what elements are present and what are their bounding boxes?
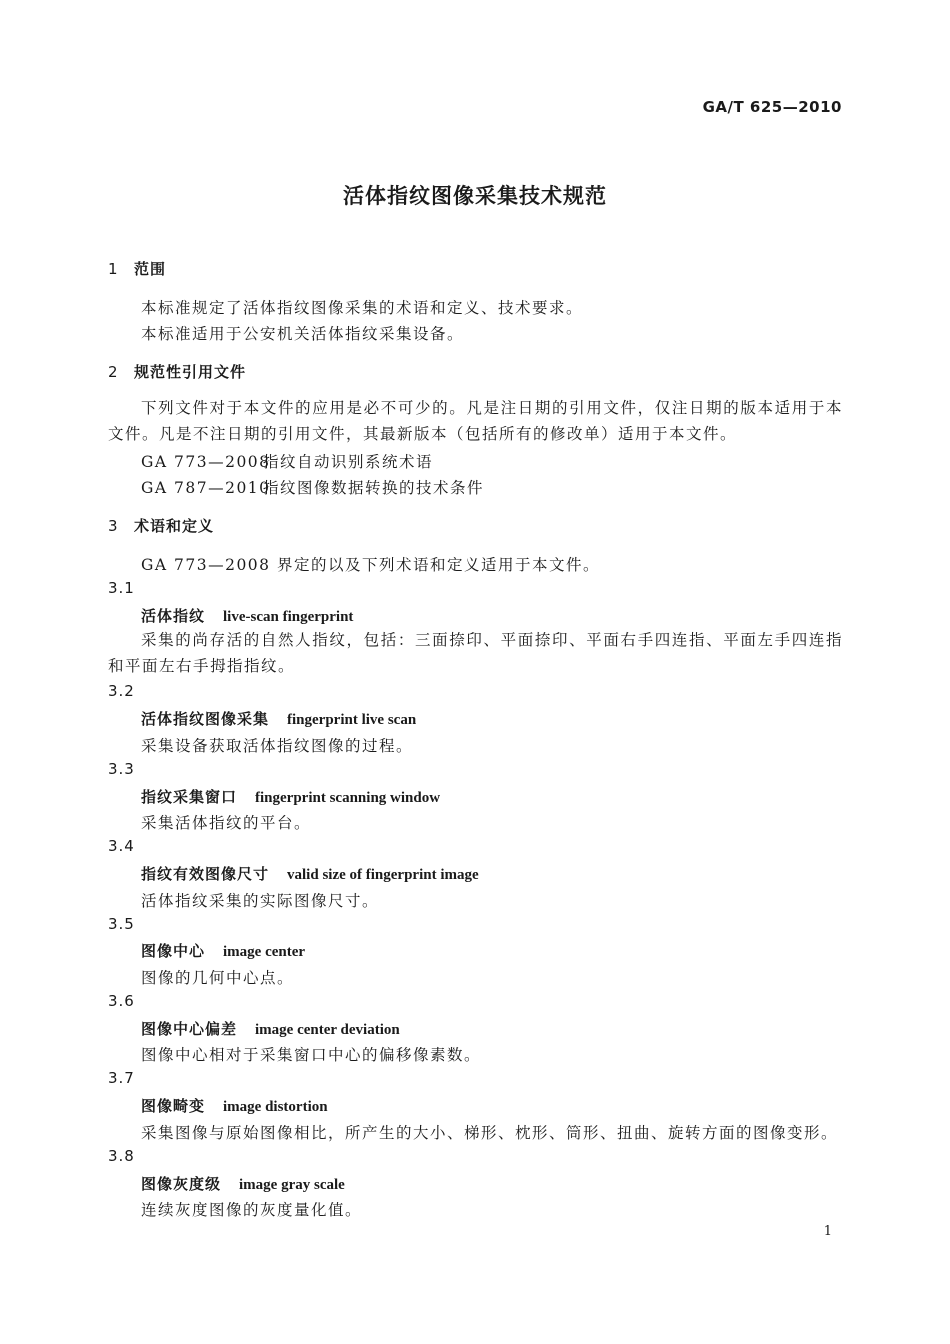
term-definition: 采集设备获取活体指纹图像的过程。: [141, 737, 414, 755]
term-heading: [141, 1173, 345, 1194]
term-en: image gray scale: [239, 1177, 345, 1193]
term-definition: 连续灰度图像的灰度量化值。: [141, 1201, 363, 1219]
clause-number: 3.8: [108, 1147, 135, 1165]
clause-number: 3.4: [108, 837, 135, 855]
term-definition: 图像中心相对于采集窗口中心的偏移像素数。: [141, 1046, 482, 1064]
section-2-heading: [108, 361, 246, 382]
term-en: valid size of fingerprint image: [287, 867, 479, 883]
term-en: fingerprint live scan: [287, 712, 417, 728]
term-definition: 活体指纹采集的实际图像尺寸。: [141, 892, 380, 910]
term-heading: [141, 708, 416, 729]
term-en: image center: [223, 944, 306, 960]
clause-number: 3.7: [108, 1069, 135, 1087]
reference-item: [141, 450, 433, 472]
term-en: live-scan fingerprint: [223, 609, 354, 625]
term-en: image center deviation: [255, 1022, 400, 1038]
section-title: 规范性引用文件: [134, 363, 247, 381]
paragraph: 下列文件对于本文件的应用是必不可少的。凡是注日期的引用文件，仅注日期的版本适用于本文件。凡是不注日期的引用文件，其最新版本（包括所有的修改单）适用于本文件。: [108, 399, 843, 443]
term-zh: 指纹采集窗口: [141, 788, 238, 806]
term-zh: 活体指纹图像采集: [141, 710, 270, 728]
term-heading: [141, 605, 353, 626]
section-number: 3: [108, 517, 119, 535]
term-definition: 采集的尚存活的自然人指纹，包括：三面捺印、平面捺印、平面右手四连指、平面左手四连指和平面左右手拇指指纹。: [108, 631, 843, 675]
section-number: 2: [108, 363, 119, 381]
term-zh: 指纹有效图像尺寸: [141, 865, 270, 883]
section-title: 范围: [134, 260, 167, 278]
section-3-heading: [108, 515, 214, 536]
document-title: 活体指纹图像采集技术规范: [343, 184, 607, 208]
term-definition: 图像的几何中心点。: [141, 969, 295, 987]
term-zh: 图像灰度级: [141, 1175, 222, 1193]
clause-number: 3.2: [108, 682, 135, 700]
term-heading: [141, 940, 305, 961]
paragraph: GA 773—2008 界定的以及下列术语和定义适用于本文件。: [141, 556, 600, 574]
term-zh: 活体指纹: [141, 607, 206, 625]
standard-code: GA/T 625—2010: [702, 98, 842, 116]
term-definition: 采集图像与原始图像相比，所产生的大小、梯形、枕形、筒形、扭曲、旋转方面的图像变形。: [141, 1124, 839, 1142]
paragraph: 本标准适用于公安机关活体指纹采集设备。: [141, 325, 465, 343]
section-1-heading: [108, 258, 166, 279]
term-zh: 图像中心偏差: [141, 1020, 238, 1038]
term-zh: 图像畸变: [141, 1097, 206, 1115]
reference-title: 指纹自动识别系统术语: [263, 453, 434, 471]
term-heading: [141, 863, 479, 884]
reference-item: [141, 476, 484, 498]
clause-number: 3.5: [108, 915, 135, 933]
section-number: 1: [108, 260, 119, 278]
term-zh: 图像中心: [141, 942, 206, 960]
page-number: 1: [823, 1224, 832, 1239]
term-heading: [141, 1018, 400, 1039]
section-title: 术语和定义: [134, 517, 215, 535]
reference-code: GA 773—2008: [141, 453, 271, 471]
paragraph: 本标准规定了活体指纹图像采集的术语和定义、技术要求。: [141, 299, 584, 317]
term-definition: 采集活体指纹的平台。: [141, 814, 312, 832]
clause-number: 3.1: [108, 579, 135, 597]
term-heading: [141, 1095, 328, 1116]
clause-number: 3.6: [108, 992, 135, 1010]
reference-code: GA 787—2010: [141, 479, 271, 497]
term-heading: [141, 786, 440, 807]
term-en: image distortion: [223, 1099, 328, 1115]
term-en: fingerprint scanning window: [255, 790, 441, 806]
clause-number: 3.3: [108, 760, 135, 778]
reference-title: 指纹图像数据转换的技术条件: [263, 479, 485, 497]
